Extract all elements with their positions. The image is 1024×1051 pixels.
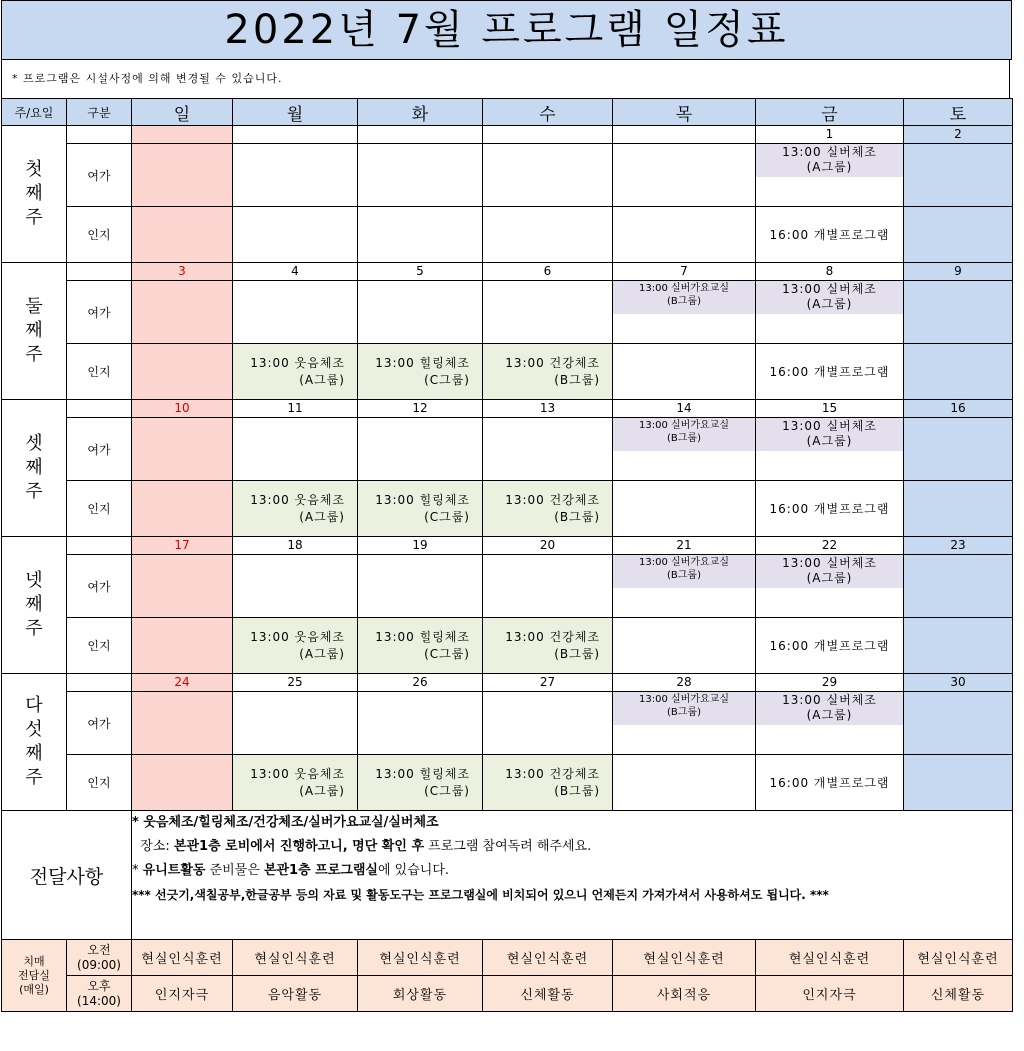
program-group: (A그룹)	[299, 646, 345, 661]
day-header-thu: 목	[613, 99, 756, 126]
leisure-sat	[904, 281, 1013, 344]
date-sun: 10	[132, 400, 233, 418]
program-silver_gym	[756, 692, 903, 725]
program-time-title: 13:00 웃음체조	[250, 766, 345, 781]
leisure-sat	[904, 144, 1013, 207]
cognitive-tue	[358, 207, 483, 263]
program-health_gym	[483, 755, 612, 810]
cognitive-sun	[132, 481, 233, 537]
week-3-label	[2, 400, 67, 537]
program-healing_gym	[358, 481, 482, 536]
cognitive-mon	[233, 344, 358, 400]
leisure-tue	[358, 555, 483, 618]
date-sat: 23	[904, 537, 1013, 555]
program-individual: 16:00 개별프로그램	[769, 776, 890, 790]
dementia-pm-wed: 신체활동	[483, 976, 613, 1012]
program-individual: 16:00 개별프로그램	[769, 639, 890, 653]
category-cognitive: 인지	[67, 755, 132, 811]
program-group: (B그룹)	[667, 433, 701, 444]
program-time-title: 13:00 힐링체조	[375, 629, 470, 644]
category-leisure: 여가	[67, 692, 132, 755]
cognitive-sun	[132, 344, 233, 400]
program-silver_song	[613, 281, 755, 314]
date-sun: 24	[132, 674, 233, 692]
week-4-cognitive-row	[2, 618, 1013, 674]
week-2-leisure-row	[2, 281, 1013, 344]
dementia-am-mon: 현실인식훈련	[233, 940, 358, 976]
category-cognitive: 인지	[67, 481, 132, 537]
cognitive-sun	[132, 618, 233, 674]
program-individual: 16:00 개별프로그램	[769, 228, 890, 242]
program-time-title: 13:00 힐링체조	[375, 766, 470, 781]
notes-place-bold: 본관1층 로비에서 진행하고니, 명단 확인 후	[173, 839, 425, 854]
program-laugh_gym	[233, 755, 357, 810]
dementia-pm-thu: 사회적응	[613, 976, 756, 1012]
program-group: (A그룹)	[806, 160, 853, 174]
notes-line-3	[132, 859, 1012, 883]
week-label-char: 섯	[25, 719, 43, 740]
program-silver_song	[613, 418, 755, 451]
dementia-pm-row	[2, 976, 1013, 1012]
notes-unit-star: *	[132, 863, 143, 878]
program-group: (A그룹)	[299, 783, 345, 798]
cognitive-sat	[904, 207, 1013, 263]
cognitive-thu	[613, 344, 756, 400]
date-mon: 25	[233, 674, 358, 692]
leisure-tue	[358, 692, 483, 755]
program-time-title: 13:00 실버가요교실	[639, 557, 729, 568]
leisure-tue	[358, 418, 483, 481]
program-time-title: 13:00 건강체조	[505, 492, 600, 507]
cognitive-wed	[483, 755, 613, 811]
cognitive-wed	[483, 344, 613, 400]
leisure-wed	[483, 418, 613, 481]
date-wed	[483, 126, 613, 144]
program-silver_song	[613, 692, 755, 725]
week-label-char: 째	[25, 320, 43, 341]
category-blank	[67, 400, 132, 418]
category-leisure: 여가	[67, 281, 132, 344]
program-time-title: 13:00 건강체조	[505, 766, 600, 781]
cognitive-sun	[132, 755, 233, 811]
cognitive-wed	[483, 618, 613, 674]
dementia-pm-mon: 음악활동	[233, 976, 358, 1012]
week-5-label	[2, 674, 67, 811]
category-blank	[67, 126, 132, 144]
program-time-title: 13:00 실버체조	[782, 556, 877, 570]
leisure-mon	[233, 281, 358, 344]
program-group: (C그룹)	[424, 783, 470, 798]
program-group: (B그룹)	[554, 509, 600, 524]
notes-content	[132, 811, 1013, 940]
leisure-sun	[132, 692, 233, 755]
week-3-cognitive-row	[2, 481, 1013, 537]
program-health_gym	[483, 618, 612, 673]
program-time-title: 13:00 실버체조	[782, 145, 877, 159]
dementia-pm-fri: 인지자극	[756, 976, 904, 1012]
category-blank	[67, 674, 132, 692]
dementia-am-time: (09:00)	[77, 957, 121, 972]
date-tue: 19	[358, 537, 483, 555]
cognitive-sat	[904, 481, 1013, 537]
program-group: (A그룹)	[299, 509, 345, 524]
program-group: (A그룹)	[806, 434, 853, 448]
cognitive-mon	[233, 207, 358, 263]
program-group: (C그룹)	[424, 509, 470, 524]
leisure-fri	[756, 418, 904, 481]
date-tue: 12	[358, 400, 483, 418]
cognitive-tue	[358, 481, 483, 537]
category-cognitive: 인지	[67, 618, 132, 674]
leisure-fri	[756, 281, 904, 344]
leisure-sat	[904, 555, 1013, 618]
dementia-pm-tue: 회상활동	[358, 976, 483, 1012]
category-blank	[67, 537, 132, 555]
program-silver_gym	[756, 418, 903, 451]
program-time-title: 13:00 실버체조	[782, 693, 877, 707]
dementia-pm-label	[67, 976, 132, 1012]
cognitive-mon	[233, 481, 358, 537]
program-health_gym	[483, 481, 612, 536]
leisure-thu	[613, 144, 756, 207]
program-group: (A그룹)	[806, 297, 853, 311]
week-label-char: 주	[25, 207, 43, 228]
cognitive-wed	[483, 481, 613, 537]
program-group: (C그룹)	[424, 646, 470, 661]
leisure-mon	[233, 144, 358, 207]
program-time-title: 13:00 실버가요교실	[639, 420, 729, 431]
leisure-sun	[132, 418, 233, 481]
dementia-am-thu: 현실인식훈련	[613, 940, 756, 976]
program-group: (B그룹)	[667, 707, 701, 718]
leisure-tue	[358, 281, 483, 344]
week-label-char: 둘	[25, 296, 43, 317]
program-individual: 16:00 개별프로그램	[769, 365, 890, 379]
program-time-title: 13:00 건강체조	[505, 355, 600, 370]
category-cognitive: 인지	[67, 344, 132, 400]
week-1-label	[2, 126, 67, 263]
cognitive-sat	[904, 344, 1013, 400]
cognitive-thu	[613, 618, 756, 674]
dementia-am-sun: 현실인식훈련	[132, 940, 233, 976]
date-fri: 15	[756, 400, 904, 418]
date-sun: 17	[132, 537, 233, 555]
program-time-title: 13:00 실버체조	[782, 282, 877, 296]
date-thu	[613, 126, 756, 144]
program-time-title: 13:00 웃음체조	[250, 355, 345, 370]
week-label-char: 첫	[25, 159, 43, 180]
program-silver_gym	[756, 144, 903, 177]
leisure-mon	[233, 418, 358, 481]
date-thu: 21	[613, 537, 756, 555]
cognitive-thu	[613, 481, 756, 537]
schedule-table	[1, 98, 1013, 1012]
week-2-date-row	[2, 263, 1013, 281]
program-silver_gym	[756, 281, 903, 314]
notes-label: 전달사항	[2, 811, 132, 940]
program-silver_gym	[756, 555, 903, 588]
dementia-section	[2, 940, 1013, 1012]
week-label-char: 주	[25, 481, 43, 502]
notes-unit-bold: 유니트활동	[142, 863, 206, 878]
week-column-header: 주/요일	[2, 99, 67, 126]
date-fri: 22	[756, 537, 904, 555]
dementia-am-wed: 현실인식훈련	[483, 940, 613, 976]
program-time-title: 13:00 실버체조	[782, 419, 877, 433]
date-mon: 18	[233, 537, 358, 555]
week-3-date-row	[2, 400, 1013, 418]
date-thu: 7	[613, 263, 756, 281]
program-time-title: 13:00 힐링체조	[375, 492, 470, 507]
cognitive-fri	[756, 618, 904, 674]
date-sun	[132, 126, 233, 144]
program-group: (B그룹)	[554, 783, 600, 798]
cognitive-fri	[756, 344, 904, 400]
program-group: (C그룹)	[424, 372, 470, 387]
day-header-wed: 수	[483, 99, 613, 126]
program-time-title: 13:00 건강체조	[505, 629, 600, 644]
program-group: (B그룹)	[554, 646, 600, 661]
cognitive-sat	[904, 755, 1013, 811]
week-4-date-row	[2, 537, 1013, 555]
program-laugh_gym	[233, 618, 357, 673]
date-sat: 16	[904, 400, 1013, 418]
cognitive-sun	[132, 207, 233, 263]
program-group: (B그룹)	[667, 296, 701, 307]
week-4-leisure-row	[2, 555, 1013, 618]
cognitive-fri	[756, 207, 904, 263]
cognitive-wed	[483, 207, 613, 263]
dementia-label	[2, 940, 67, 1012]
cognitive-thu	[613, 207, 756, 263]
notes-unit-mid: 준비물은	[205, 863, 264, 878]
program-time-title: 13:00 웃음체조	[250, 629, 345, 644]
notes-unit-room: 본관1층 프로그램실	[263, 863, 378, 878]
leisure-sun	[132, 281, 233, 344]
week-1-date-row	[2, 126, 1013, 144]
date-tue: 26	[358, 674, 483, 692]
week-label-char: 째	[25, 743, 43, 764]
dementia-label-line-1: 치매	[23, 954, 45, 968]
category-leisure: 여가	[67, 144, 132, 207]
date-fri: 1	[756, 126, 904, 144]
date-tue	[358, 126, 483, 144]
week-label-char: 넷	[25, 570, 43, 591]
program-health_gym	[483, 344, 612, 399]
leisure-tue	[358, 144, 483, 207]
category-leisure: 여가	[67, 418, 132, 481]
date-sat: 9	[904, 263, 1013, 281]
week-label-char: 주	[25, 767, 43, 788]
program-time-title: 13:00 웃음체조	[250, 492, 345, 507]
dementia-label-line-2: 전담실	[18, 968, 50, 982]
program-laugh_gym	[233, 344, 357, 399]
category-leisure: 여가	[67, 555, 132, 618]
program-individual: 16:00 개별프로그램	[769, 502, 890, 516]
cognitive-sat	[904, 618, 1013, 674]
program-time-title: 13:00 실버가요교실	[639, 694, 729, 705]
dementia-label-line-3: (매일)	[19, 982, 49, 996]
leisure-thu	[613, 281, 756, 344]
leisure-wed	[483, 555, 613, 618]
day-header-tue: 화	[358, 99, 483, 126]
date-thu: 28	[613, 674, 756, 692]
week-label-char: 째	[25, 594, 43, 615]
date-tue: 5	[358, 263, 483, 281]
date-wed: 20	[483, 537, 613, 555]
leisure-sat	[904, 692, 1013, 755]
week-2-label	[2, 263, 67, 400]
week-5-leisure-row	[2, 692, 1013, 755]
week-label-char: 다	[25, 695, 43, 716]
week-3-leisure-row	[2, 418, 1013, 481]
category-blank	[67, 263, 132, 281]
date-thu: 14	[613, 400, 756, 418]
date-sun: 3	[132, 263, 233, 281]
week-label-char: 주	[25, 344, 43, 365]
dementia-am-label	[67, 940, 132, 976]
day-header-sat: 토	[904, 99, 1013, 126]
day-header-fri: 금	[756, 99, 904, 126]
page-title: 2022년 7월 프로그램 일정표	[1, 0, 1012, 60]
cognitive-mon	[233, 755, 358, 811]
cognitive-mon	[233, 618, 358, 674]
leisure-fri	[756, 692, 904, 755]
dementia-am-text: 오전	[87, 942, 111, 957]
leisure-wed	[483, 144, 613, 207]
dementia-pm-time: (14:00)	[77, 993, 121, 1008]
date-wed: 6	[483, 263, 613, 281]
category-column-header: 구분	[67, 99, 132, 126]
date-mon	[233, 126, 358, 144]
header-row	[2, 99, 1013, 126]
cognitive-tue	[358, 755, 483, 811]
program-group: (A그룹)	[299, 372, 345, 387]
date-fri: 29	[756, 674, 904, 692]
dementia-pm-sat: 신체활동	[904, 976, 1013, 1012]
date-mon: 4	[233, 263, 358, 281]
date-mon: 11	[233, 400, 358, 418]
program-healing_gym	[358, 755, 482, 810]
program-group: (B그룹)	[667, 570, 701, 581]
week-label-char: 주	[25, 618, 43, 639]
dementia-am-fri: 현실인식훈련	[756, 940, 904, 976]
program-group: (B그룹)	[554, 372, 600, 387]
date-sat: 2	[904, 126, 1013, 144]
dementia-am-tue: 현실인식훈련	[358, 940, 483, 976]
cognitive-tue	[358, 618, 483, 674]
cognitive-thu	[613, 755, 756, 811]
leisure-sun	[132, 555, 233, 618]
schedule-sheet	[1, 0, 1012, 1040]
notes-section	[2, 811, 1013, 940]
week-5-date-row	[2, 674, 1013, 692]
leisure-wed	[483, 692, 613, 755]
week-2-cognitive-row	[2, 344, 1013, 400]
week-4-label	[2, 537, 67, 674]
week-1-leisure-row	[2, 144, 1013, 207]
program-time-title: 13:00 힐링체조	[375, 355, 470, 370]
date-wed: 27	[483, 674, 613, 692]
week-1-cognitive-row	[2, 207, 1013, 263]
cognitive-fri	[756, 481, 904, 537]
notes-unit-suffix: 에 있습니다.	[377, 863, 450, 878]
notes-place-prefix: 장소:	[140, 839, 174, 854]
notes-line-2	[132, 835, 1012, 859]
notes-line-4: *** 선긋기,색칠공부,한글공부 등의 자료 및 활동도구는 프로그램실에 비치되어 있으니 언제든지 가져가셔서 사용하셔도 됩니다. ***	[132, 888, 829, 902]
dementia-am-sat: 현실인식훈련	[904, 940, 1013, 976]
notes-line-1: * 웃음체조/힐링체조/건강체조/실버가요교실/실버체조	[132, 815, 439, 830]
week-5-cognitive-row	[2, 755, 1013, 811]
dementia-pm-text: 오후	[87, 978, 111, 993]
week-label-char: 째	[25, 457, 43, 478]
leisure-fri	[756, 144, 904, 207]
day-header-sun: 일	[132, 99, 233, 126]
weeks-body	[2, 126, 1013, 811]
notes-place-suffix: 프로그램 참여독려 해주세요.	[424, 839, 592, 854]
program-healing_gym	[358, 618, 482, 673]
leisure-sun	[132, 144, 233, 207]
program-laugh_gym	[233, 481, 357, 536]
leisure-thu	[613, 418, 756, 481]
date-wed: 13	[483, 400, 613, 418]
program-time-title: 13:00 실버가요교실	[639, 283, 729, 294]
program-silver_song	[613, 555, 755, 588]
program-group: (A그룹)	[806, 708, 853, 722]
date-sat: 30	[904, 674, 1013, 692]
day-header-mon: 월	[233, 99, 358, 126]
notice-text: * 프로그램은 시설사정에 의해 변경될 수 있습니다.	[1, 60, 1010, 98]
category-cognitive: 인지	[67, 207, 132, 263]
dementia-pm-sun: 인지자극	[132, 976, 233, 1012]
date-fri: 8	[756, 263, 904, 281]
dementia-am-row	[2, 940, 1013, 976]
week-label-char: 셋	[25, 433, 43, 454]
week-label-char: 째	[25, 183, 43, 204]
leisure-mon	[233, 692, 358, 755]
program-healing_gym	[358, 344, 482, 399]
leisure-thu	[613, 692, 756, 755]
leisure-fri	[756, 555, 904, 618]
leisure-sat	[904, 418, 1013, 481]
leisure-wed	[483, 281, 613, 344]
leisure-mon	[233, 555, 358, 618]
cognitive-tue	[358, 344, 483, 400]
program-group: (A그룹)	[806, 571, 853, 585]
cognitive-fri	[756, 755, 904, 811]
leisure-thu	[613, 555, 756, 618]
